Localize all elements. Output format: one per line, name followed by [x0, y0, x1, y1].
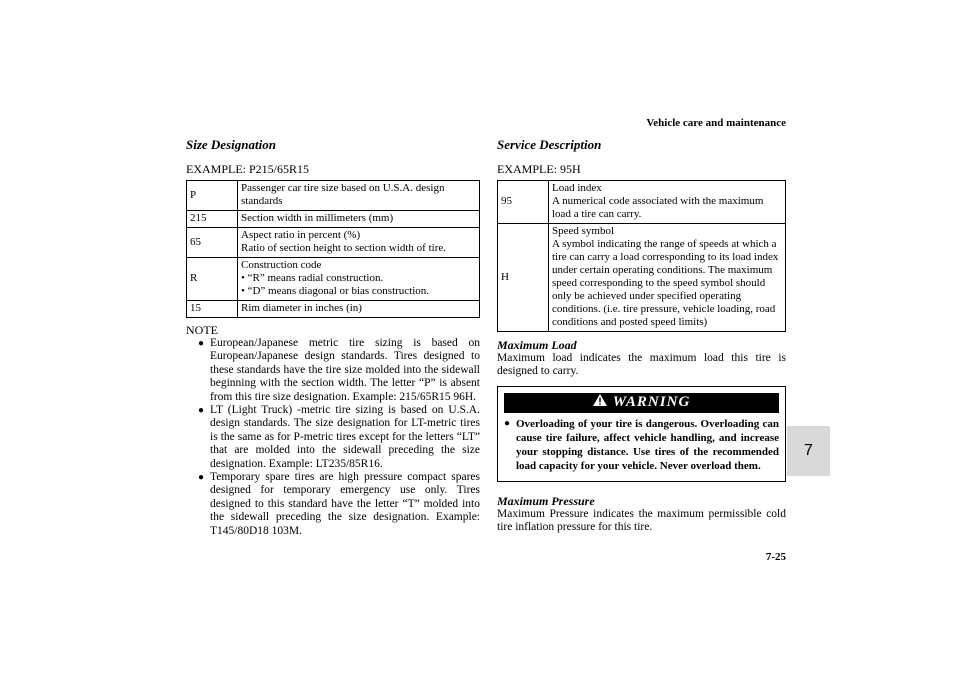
description-line: Construction code — [241, 259, 322, 271]
description-line: Section width in millimeters (mm) — [241, 212, 394, 224]
note-item — [198, 471, 480, 538]
note-text: Temporary spare tires are high pressure compact spares designed for temporary emergency use only. Tires designed to this standard have the letter “T” molded into the sidewall preceding the size designation. Example: T145/80D18 103M. — [210, 471, 480, 537]
table-row — [187, 211, 480, 228]
warning-box — [497, 386, 786, 482]
warning-triangle-icon — [593, 394, 607, 411]
table-row — [187, 258, 480, 301]
size-designation-column — [186, 137, 480, 538]
description-line: Ratio of section height to section width of tire. — [241, 242, 446, 254]
chapter-tab-label: 7 — [804, 442, 813, 459]
table-row — [187, 181, 480, 211]
table-cell-code: 215 — [187, 211, 238, 228]
description-line: A numerical code associated with the maximum load a tire can carry. — [552, 195, 764, 220]
bullet-icon: ● — [504, 417, 511, 429]
table-row — [187, 228, 480, 258]
description-line: Aspect ratio in percent (%) — [241, 229, 361, 241]
size-example: EXAMPLE: P215/65R15 — [186, 162, 310, 176]
table-cell-code: H — [498, 224, 549, 332]
service-table — [497, 180, 786, 332]
table-cell-description — [549, 181, 786, 224]
table-cell-description — [238, 228, 480, 258]
warning-text-block — [498, 413, 785, 481]
table-row — [187, 301, 480, 318]
table-cell-code: 15 — [187, 301, 238, 318]
table-cell-description — [238, 211, 480, 228]
max-load-text: Maximum load indicates the maximum load this tire is designed to carry. — [497, 352, 786, 378]
bullet-icon: ● — [198, 338, 205, 349]
warning-header — [504, 393, 779, 413]
table-cell-description — [549, 224, 786, 332]
running-header: Vehicle care and maintenance — [646, 117, 786, 129]
chapter-tab[interactable] — [787, 426, 830, 476]
max-load-title: Maximum Load — [497, 338, 577, 352]
table-row — [498, 224, 786, 332]
service-description-title: Service Description — [497, 137, 602, 152]
note-item — [198, 337, 480, 404]
table-cell-code: 95 — [498, 181, 549, 224]
description-line: Speed symbol — [552, 225, 615, 237]
table-cell-description — [238, 181, 480, 211]
table-cell-code: R — [187, 258, 238, 301]
service-example: EXAMPLE: 95H — [497, 162, 581, 176]
note-label: NOTE — [186, 323, 218, 337]
table-cell-description — [238, 301, 480, 318]
bullet-icon: ● — [198, 405, 205, 417]
note-list — [186, 337, 480, 538]
description-line: A symbol indicating the range of speeds at which a tire can carry a load corresponding to its load index under certain operating conditions. The maximum speed corresponding to the speed symbol should only be achieved under specified operating conditions. (i.e. tire pressure, vehicle loading, road conditions and posted speed limits) — [552, 238, 779, 328]
table-cell-description — [238, 258, 480, 301]
description-line: • “D” means diagonal or bias construction. — [241, 285, 430, 297]
size-designation-title: Size Designation — [186, 137, 276, 152]
description-line: • “R” means radial construction. — [241, 272, 384, 284]
table-cell-code: P — [187, 181, 238, 211]
table-row — [498, 181, 786, 224]
note-text: European/Japanese metric tire sizing is based on European/Japanese design standards. Tires designed to these standards have the tire size molded into the sidewall beginning with the section width. The letter “P” is absent from this tire size designation. Example: 215/65R15 96H. — [210, 337, 480, 403]
size-table — [186, 180, 480, 318]
table-cell-code: 65 — [187, 228, 238, 258]
warning-label: WARNING — [612, 394, 691, 411]
service-description-column — [497, 137, 786, 535]
page-number: 7-25 — [765, 551, 786, 563]
description-line: Load index — [552, 182, 602, 194]
description-line: Passenger car tire size based on U.S.A. design standards — [241, 182, 445, 207]
warning-text: Overloading of your tire is dangerous. Overloading can cause tire failure, affect vehicle handling, and increase your stopping distance. Use tires of the recommended load capacity for your vehicle. Never overload them. — [516, 417, 779, 472]
note-item — [198, 404, 480, 471]
max-pressure-text: Maximum Pressure indicates the maximum permissible cold tire inflation pressure for this tire. — [497, 507, 786, 534]
description-line: Rim diameter in inches (in) — [241, 302, 362, 314]
bullet-icon: ● — [198, 472, 205, 484]
max-pressure-title: Maximum Pressure — [497, 493, 595, 508]
note-text: LT (Light Truck) -metric tire sizing is based on U.S.A. design standards. The size designation for LT-metric tires is the same as for P-metric tires except for the letters “LT” that are molded into the sidewall preceding the size designation. Example: LT235/85R16. — [210, 404, 480, 470]
